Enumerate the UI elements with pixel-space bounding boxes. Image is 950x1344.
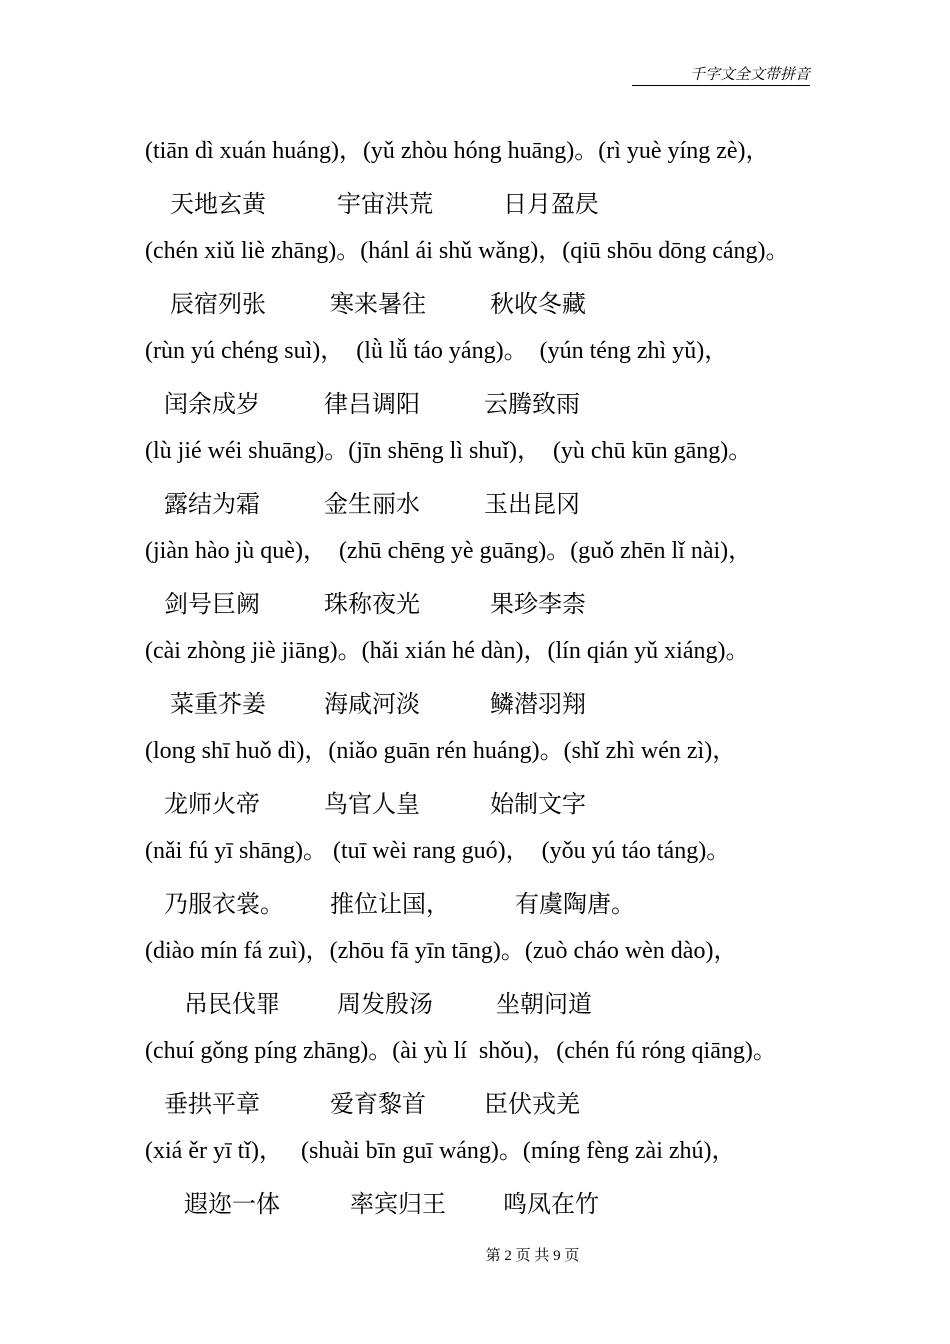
- pinyin-line: (tiān dì xuán huáng)，(yǔ zhòu hóng huāng)。(rì yuè yíng zè)，: [145, 138, 770, 164]
- hanzi-phrase: 臣伏戎羌: [484, 1090, 580, 1118]
- hanzi-phrase: 鸣凤在竹: [503, 1190, 599, 1218]
- hanzi-line: [0, 782, 950, 832]
- hanzi-phrase: 有虞陶唐。: [515, 890, 635, 918]
- pinyin-line: (long shī huǒ dì)，(niǎo guān rén huáng)。(shǐ zhì wén zì)，: [145, 738, 737, 764]
- hanzi-phrase: 菜重芥姜: [170, 690, 266, 718]
- pinyin-line: (cài zhòng jiè jiāng)。(hǎi xián hé dàn)，(lín qián yǔ xiáng)。: [145, 638, 750, 664]
- pinyin-line: (chuí gǒng píng zhāng)。(ài yù lí shǒu)，(chén fú róng qiāng)。: [145, 1038, 777, 1064]
- hanzi-phrase: 遐迩一体: [184, 1190, 280, 1218]
- hanzi-line: [0, 482, 950, 532]
- document-body: [0, 132, 950, 1232]
- hanzi-line: [0, 982, 950, 1032]
- hanzi-line: [0, 282, 950, 332]
- hanzi-phrase: 金生丽水: [324, 490, 420, 518]
- hanzi-phrase: 乃服衣裳。: [164, 890, 284, 918]
- page-number-footer: 第 2 页 共 9 页: [485, 1248, 580, 1264]
- hanzi-phrase: 龙师火帝: [164, 790, 260, 818]
- pinyin-line: (rùn yú chéng suì)， (lǜ lǚ táo yáng)。 (yún téng zhì yǔ)，: [145, 338, 729, 364]
- hanzi-phrase: 寒来暑往: [330, 290, 426, 318]
- hanzi-line: [0, 1182, 950, 1232]
- pinyin-line: (jiàn hào jù què)， (zhū chēng yè guāng)。(guǒ zhēn lǐ nài)，: [145, 538, 753, 564]
- hanzi-phrase: 露结为霜: [164, 490, 260, 518]
- pinyin-line: (nǎi fú yī shāng)。 (tuī wèi rang guó)， (yǒu yú táo táng)。: [145, 838, 731, 864]
- hanzi-phrase: 云腾致雨: [484, 390, 580, 418]
- hanzi-phrase: 辰宿列张: [170, 290, 266, 318]
- hanzi-phrase: 日月盈昃: [503, 190, 599, 218]
- hanzi-line: [0, 1082, 950, 1132]
- hanzi-phrase: 玉出昆冈: [484, 490, 580, 518]
- hanzi-phrase: 宇宙洪荒: [337, 190, 433, 218]
- pinyin-line: (diào mín fá zuì)，(zhōu fā yīn tāng)。(zuò cháo wèn dào)，: [145, 938, 738, 964]
- hanzi-phrase: 珠称夜光: [324, 590, 420, 618]
- hanzi-phrase: 爱育黎首: [330, 1090, 426, 1118]
- hanzi-phrase: 海咸河淡: [324, 690, 420, 718]
- page-header-title: 千字文全文带拼音: [632, 64, 810, 86]
- pinyin-line: (lù jié wéi shuāng)。(jīn shēng lì shuǐ)， (yù chū kūn gāng)。: [145, 438, 753, 464]
- hanzi-phrase: 秋收冬藏: [490, 290, 586, 318]
- hanzi-phrase: 吊民伐罪: [184, 990, 280, 1018]
- hanzi-line: [0, 182, 950, 232]
- hanzi-phrase: 始制文字: [490, 790, 586, 818]
- pinyin-line: (chén xiǔ liè zhāng)。(hánl ái shǔ wǎng)，(qiū shōu dōng cáng)。: [145, 238, 790, 264]
- hanzi-phrase: 鸟官人皇: [324, 790, 420, 818]
- pinyin-line: (xiá ěr yī tǐ)， (shuài bīn guī wáng)。(míng fèng zài zhú)，: [145, 1138, 736, 1164]
- hanzi-line: [0, 682, 950, 732]
- hanzi-phrase: 果珍李柰: [490, 590, 586, 618]
- hanzi-phrase: 率宾归王: [350, 1190, 446, 1218]
- hanzi-phrase: 闰余成岁: [164, 390, 260, 418]
- hanzi-phrase: 律吕调阳: [324, 390, 420, 418]
- hanzi-line: [0, 582, 950, 632]
- hanzi-line: [0, 382, 950, 432]
- hanzi-phrase: 剑号巨阙: [164, 590, 260, 618]
- hanzi-phrase: 天地玄黄: [170, 190, 266, 218]
- hanzi-line: [0, 882, 950, 932]
- hanzi-phrase: 鳞潜羽翔: [490, 690, 586, 718]
- hanzi-phrase: 推位让国，: [330, 890, 450, 918]
- hanzi-phrase: 坐朝问道: [496, 990, 592, 1018]
- hanzi-phrase: 周发殷汤: [337, 990, 433, 1018]
- hanzi-phrase: 垂拱平章: [164, 1090, 260, 1118]
